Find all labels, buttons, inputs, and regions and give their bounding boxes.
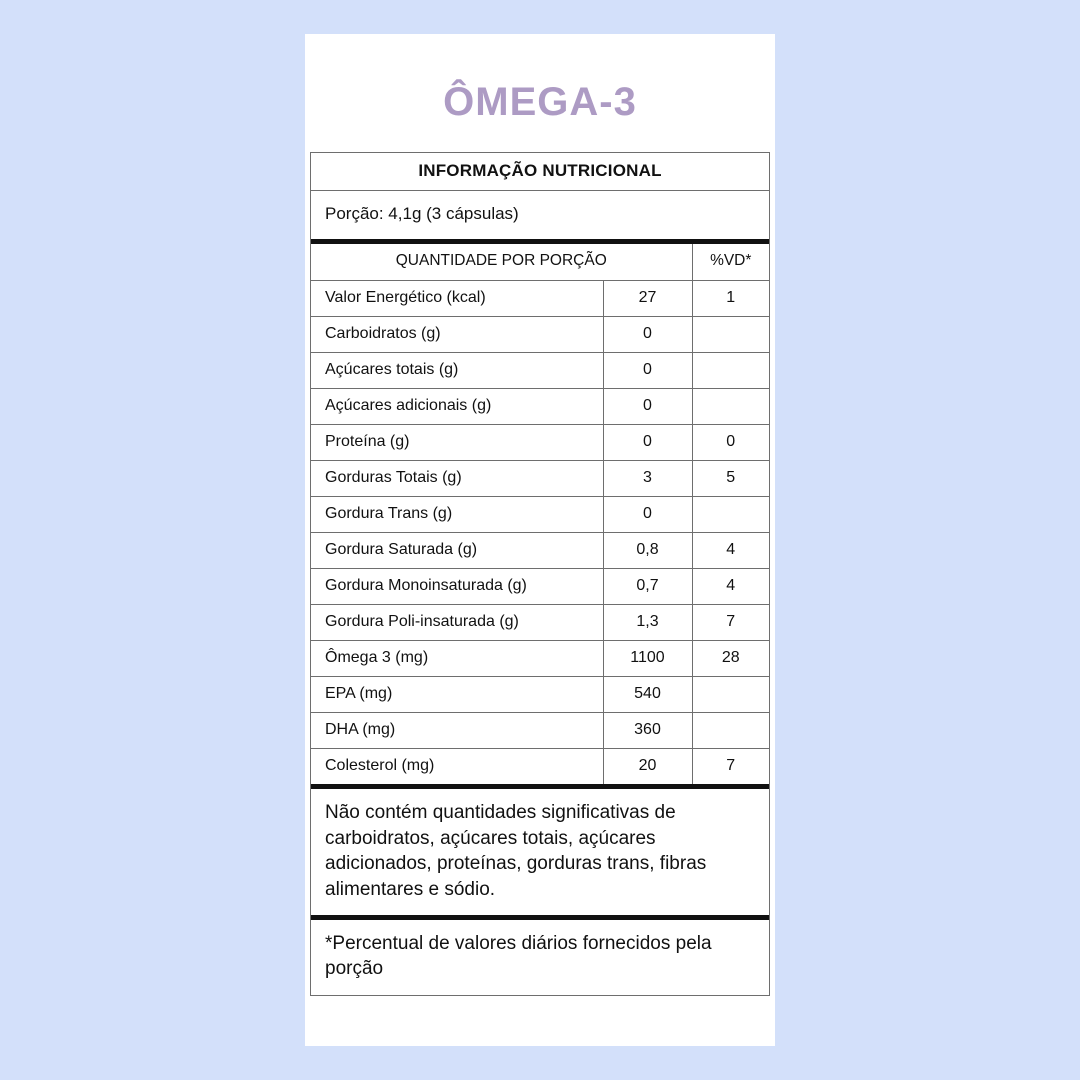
product-label-card xyxy=(305,34,775,1046)
nutrient-daily-value xyxy=(692,352,769,388)
nutrition-facts-heading: INFORMAÇÃO NUTRICIONAL xyxy=(311,153,769,191)
nutrient-name: EPA (mg) xyxy=(311,676,603,712)
table-row xyxy=(311,568,769,604)
nutrient-name: Proteína (g) xyxy=(311,424,603,460)
nutrient-amount: 0 xyxy=(603,352,692,388)
nutrient-daily-value: 7 xyxy=(692,748,769,784)
table-row xyxy=(311,352,769,388)
nutrient-name: Carboidratos (g) xyxy=(311,316,603,352)
nutrient-amount: 0,7 xyxy=(603,568,692,604)
table-row xyxy=(311,496,769,532)
nutrition-table-body xyxy=(311,280,769,784)
nutrient-name: Gordura Saturada (g) xyxy=(311,532,603,568)
nutrition-table xyxy=(311,244,769,784)
nutrient-name: Gordura Monoinsaturada (g) xyxy=(311,568,603,604)
nutrient-amount: 360 xyxy=(603,712,692,748)
table-row xyxy=(311,424,769,460)
nutrient-daily-value xyxy=(692,676,769,712)
nutrient-amount: 27 xyxy=(603,280,692,316)
nutrition-facts-panel xyxy=(310,152,770,996)
nutrient-amount: 1100 xyxy=(603,640,692,676)
table-row xyxy=(311,388,769,424)
non-significant-amounts-note: Não contém quantidades significativas de carboidratos, açúcares totais, açúcares adicionados, proteínas, gorduras trans, fibras alimentares e sódio. xyxy=(311,789,769,920)
nutrient-name: Valor Energético (kcal) xyxy=(311,280,603,316)
nutrient-daily-value: 7 xyxy=(692,604,769,640)
daily-value-footnote: *Percentual de valores diários fornecidos pela porção xyxy=(325,932,712,980)
table-row xyxy=(311,676,769,712)
column-header-quantity: QUANTIDADE POR PORÇÃO xyxy=(311,244,692,280)
nutrient-daily-value: 1 xyxy=(692,280,769,316)
nutrient-amount: 0 xyxy=(603,316,692,352)
column-header-vd: %VD* xyxy=(692,244,769,280)
nutrient-daily-value xyxy=(692,316,769,352)
nutrient-daily-value: 4 xyxy=(692,532,769,568)
nutrient-name: Açúcares totais (g) xyxy=(311,352,603,388)
nutrient-name: Gorduras Totais (g) xyxy=(311,460,603,496)
nutrient-name: Açúcares adicionais (g) xyxy=(311,388,603,424)
table-row xyxy=(311,604,769,640)
nutrient-amount: 0 xyxy=(603,424,692,460)
nutrient-daily-value: 4 xyxy=(692,568,769,604)
table-row xyxy=(311,460,769,496)
table-row xyxy=(311,640,769,676)
nutrient-daily-value xyxy=(692,388,769,424)
nutrient-daily-value xyxy=(692,496,769,532)
table-row xyxy=(311,532,769,568)
serving-size-text: Porção: 4,1g (3 cápsulas) xyxy=(311,191,769,244)
nutrient-amount: 3 xyxy=(603,460,692,496)
page-title: ÔMEGA-3 xyxy=(443,80,637,124)
nutrient-daily-value: 0 xyxy=(692,424,769,460)
nutrient-daily-value: 28 xyxy=(692,640,769,676)
nutrient-daily-value: 5 xyxy=(692,460,769,496)
nutrient-name: Gordura Trans (g) xyxy=(311,496,603,532)
table-header-row xyxy=(311,244,769,280)
nutrient-amount: 0 xyxy=(603,496,692,532)
nutrient-name: Ômega 3 (mg) xyxy=(311,640,603,676)
nutrient-amount: 1,3 xyxy=(603,604,692,640)
nutrient-name: DHA (mg) xyxy=(311,712,603,748)
table-row xyxy=(311,316,769,352)
nutrient-amount: 0,8 xyxy=(603,532,692,568)
nutrient-name: Gordura Poli-insaturada (g) xyxy=(311,604,603,640)
nutrient-amount: 540 xyxy=(603,676,692,712)
nutrient-amount: 20 xyxy=(603,748,692,784)
nutrient-name: Colesterol (mg) xyxy=(325,757,435,775)
nutrient-daily-value xyxy=(692,712,769,748)
table-row xyxy=(311,712,769,748)
table-row xyxy=(311,280,769,316)
table-row xyxy=(311,748,769,784)
nutrient-amount: 0 xyxy=(603,388,692,424)
